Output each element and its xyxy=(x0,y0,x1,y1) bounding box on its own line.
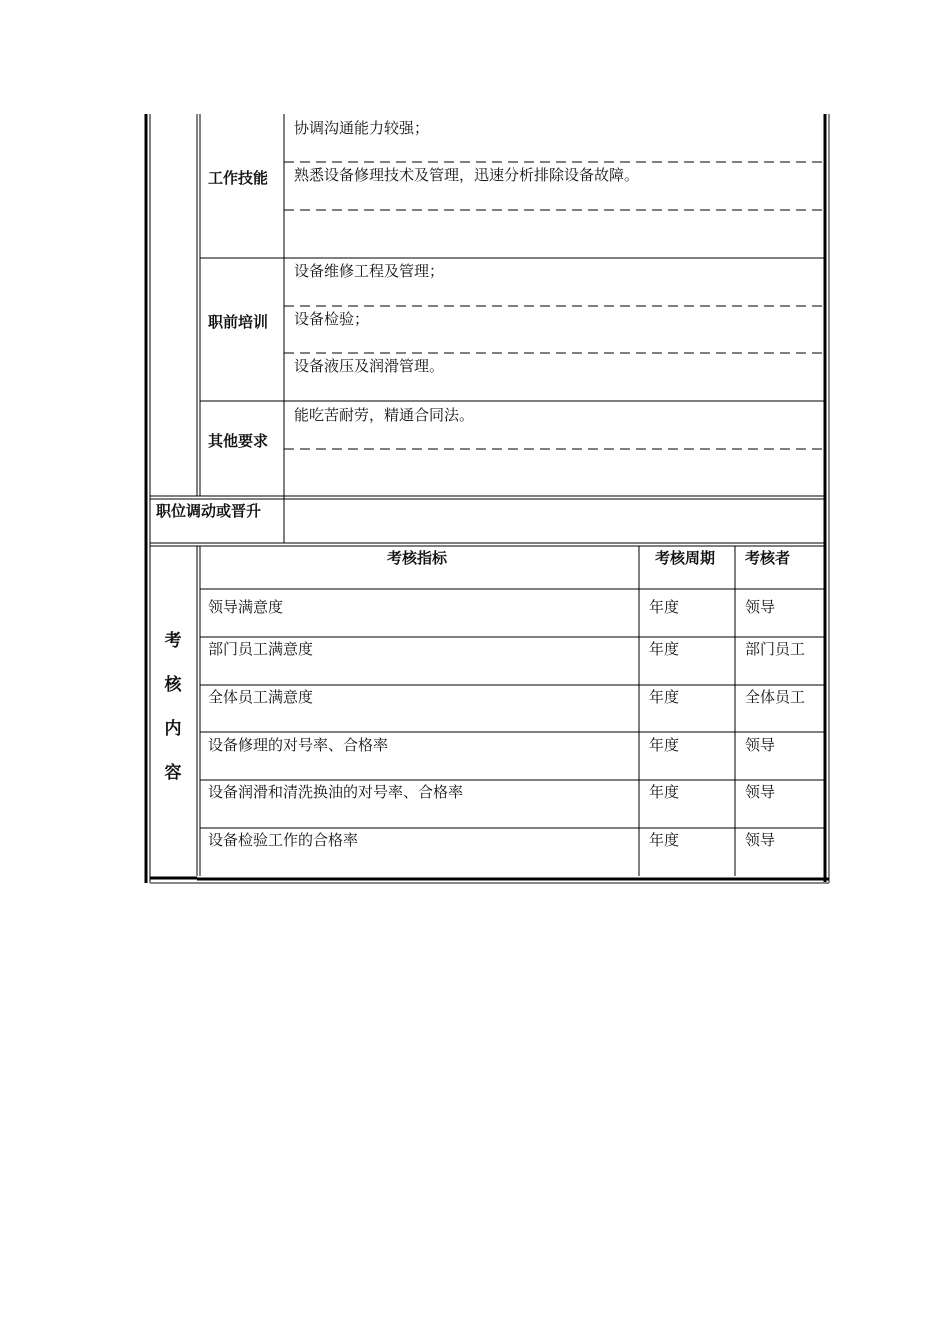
header-period: 考核周期 xyxy=(655,549,716,567)
row-1-indicator: 领导满意度 xyxy=(208,598,284,616)
row-1-period: 年度 xyxy=(649,598,680,616)
row-5-assessor: 领导 xyxy=(745,783,776,801)
assessment-side-label-4: 容 xyxy=(164,763,182,783)
assessment-side-label-3: 内 xyxy=(164,719,182,739)
assessment-side-label-1: 考 xyxy=(164,631,182,651)
row-4-assessor: 领导 xyxy=(745,736,776,754)
work-skills-label: 工作技能 xyxy=(208,169,269,187)
pre-job-training-line-3: 设备液压及润滑管理。 xyxy=(294,357,445,375)
row-6-period: 年度 xyxy=(649,831,680,849)
work-skills-line-2: 熟悉设备修理技术及管理，迅速分析排除设备故障。 xyxy=(294,166,640,184)
pre-job-training-label: 职前培训 xyxy=(208,313,269,331)
row-5-indicator: 设备润滑和清洗换油的对号率、合格率 xyxy=(208,783,464,801)
row-4-indicator: 设备修理的对号率、合格率 xyxy=(208,736,389,754)
row-1-assessor: 领导 xyxy=(745,598,776,616)
row-3-assessor: 全体员工 xyxy=(745,688,806,706)
header-assessor: 考核者 xyxy=(745,549,791,567)
row-2-indicator: 部门员工满意度 xyxy=(208,640,314,658)
row-2-assessor: 部门员工 xyxy=(745,640,806,658)
other-requirements-label: 其他要求 xyxy=(208,432,269,450)
work-skills-line-1: 协调沟通能力较强； xyxy=(294,119,430,137)
transfer-label: 职位调动或晋升 xyxy=(156,502,262,520)
other-requirements-line-1: 能吃苦耐劳，精通合同法。 xyxy=(294,406,475,424)
row-2-period: 年度 xyxy=(649,640,680,658)
pre-job-training-line-1: 设备维修工程及管理； xyxy=(294,262,445,280)
header-indicator: 考核指标 xyxy=(387,549,448,567)
row-5-period: 年度 xyxy=(649,783,680,801)
row-6-indicator: 设备检验工作的合格率 xyxy=(208,831,359,849)
row-4-period: 年度 xyxy=(649,736,680,754)
assessment-side-label-2: 核 xyxy=(164,675,182,695)
row-3-indicator: 全体员工满意度 xyxy=(208,688,314,706)
row-6-assessor: 领导 xyxy=(745,831,776,849)
pre-job-training-line-2: 设备检验； xyxy=(294,310,370,328)
row-3-period: 年度 xyxy=(649,688,680,706)
